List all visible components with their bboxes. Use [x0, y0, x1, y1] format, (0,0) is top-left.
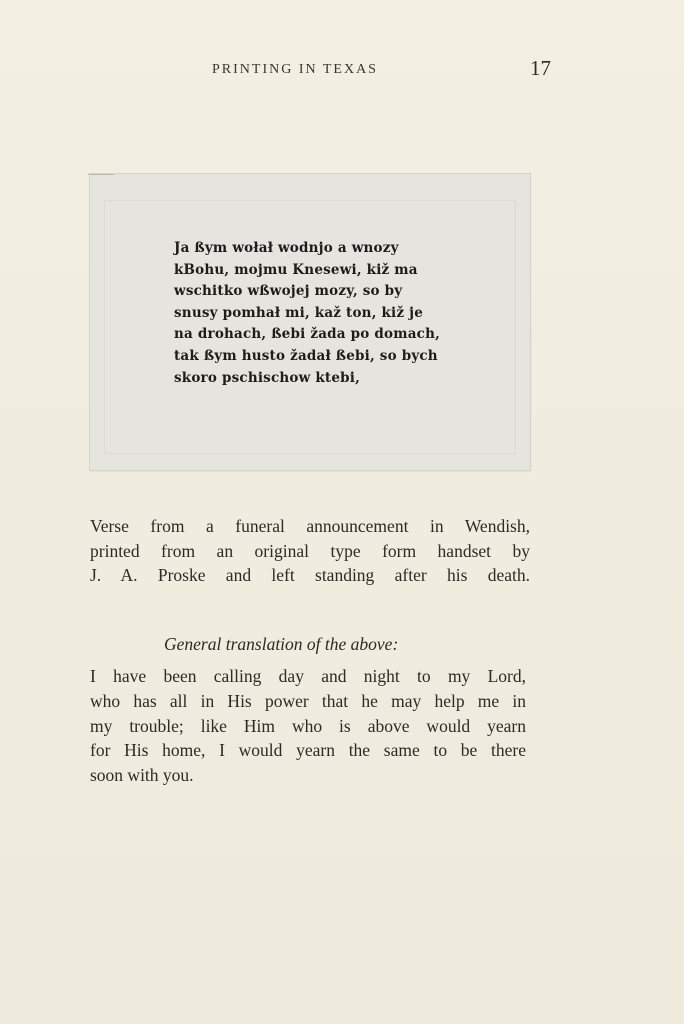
- plate-corner-mark: [88, 174, 114, 175]
- caption-line: J. A. Proske and left standing after his death.: [90, 565, 530, 585]
- verse-line: na drohach, ßebi žada po domach,: [174, 326, 440, 343]
- translation-line: who has all in His power that he may help me in: [90, 690, 526, 711]
- translation-text: [90, 664, 526, 788]
- verse-line: kBohu, mojmu Knesewi, kiž ma: [174, 261, 418, 278]
- translation-line: my trouble; like Him who is above would yearn: [90, 715, 526, 736]
- verse-line: snusy pomhał mi, kaž ton, kiž je: [174, 304, 424, 321]
- type-form-plate: [90, 174, 530, 470]
- translation-line: I have been calling day and night to my Lord,: [90, 666, 526, 686]
- caption-line: Verse from a funeral announcement in Wendish,: [90, 516, 530, 536]
- plate-caption: [90, 514, 530, 588]
- verse-line: Ja ßym wołał wodnjo a wnozy: [174, 240, 399, 256]
- verse-line: skoro pschischow ktebi,: [174, 369, 360, 386]
- translation-heading: General translation of the above:: [164, 634, 399, 654]
- verse-line: tak ßym husto žadał ßebi, so bych: [174, 347, 438, 364]
- wendish-verse: [174, 238, 514, 389]
- page-number: 17: [530, 56, 551, 80]
- verse-line: wschitko wßwojej mozy, so by: [174, 283, 403, 300]
- translation-line: soon with you.: [90, 765, 194, 786]
- running-head: PRINTING IN TEXAS: [212, 62, 378, 77]
- caption-line: printed from an original type form handset by: [90, 540, 530, 561]
- translation-line: for His home, I would yearn the same to be there: [90, 740, 526, 761]
